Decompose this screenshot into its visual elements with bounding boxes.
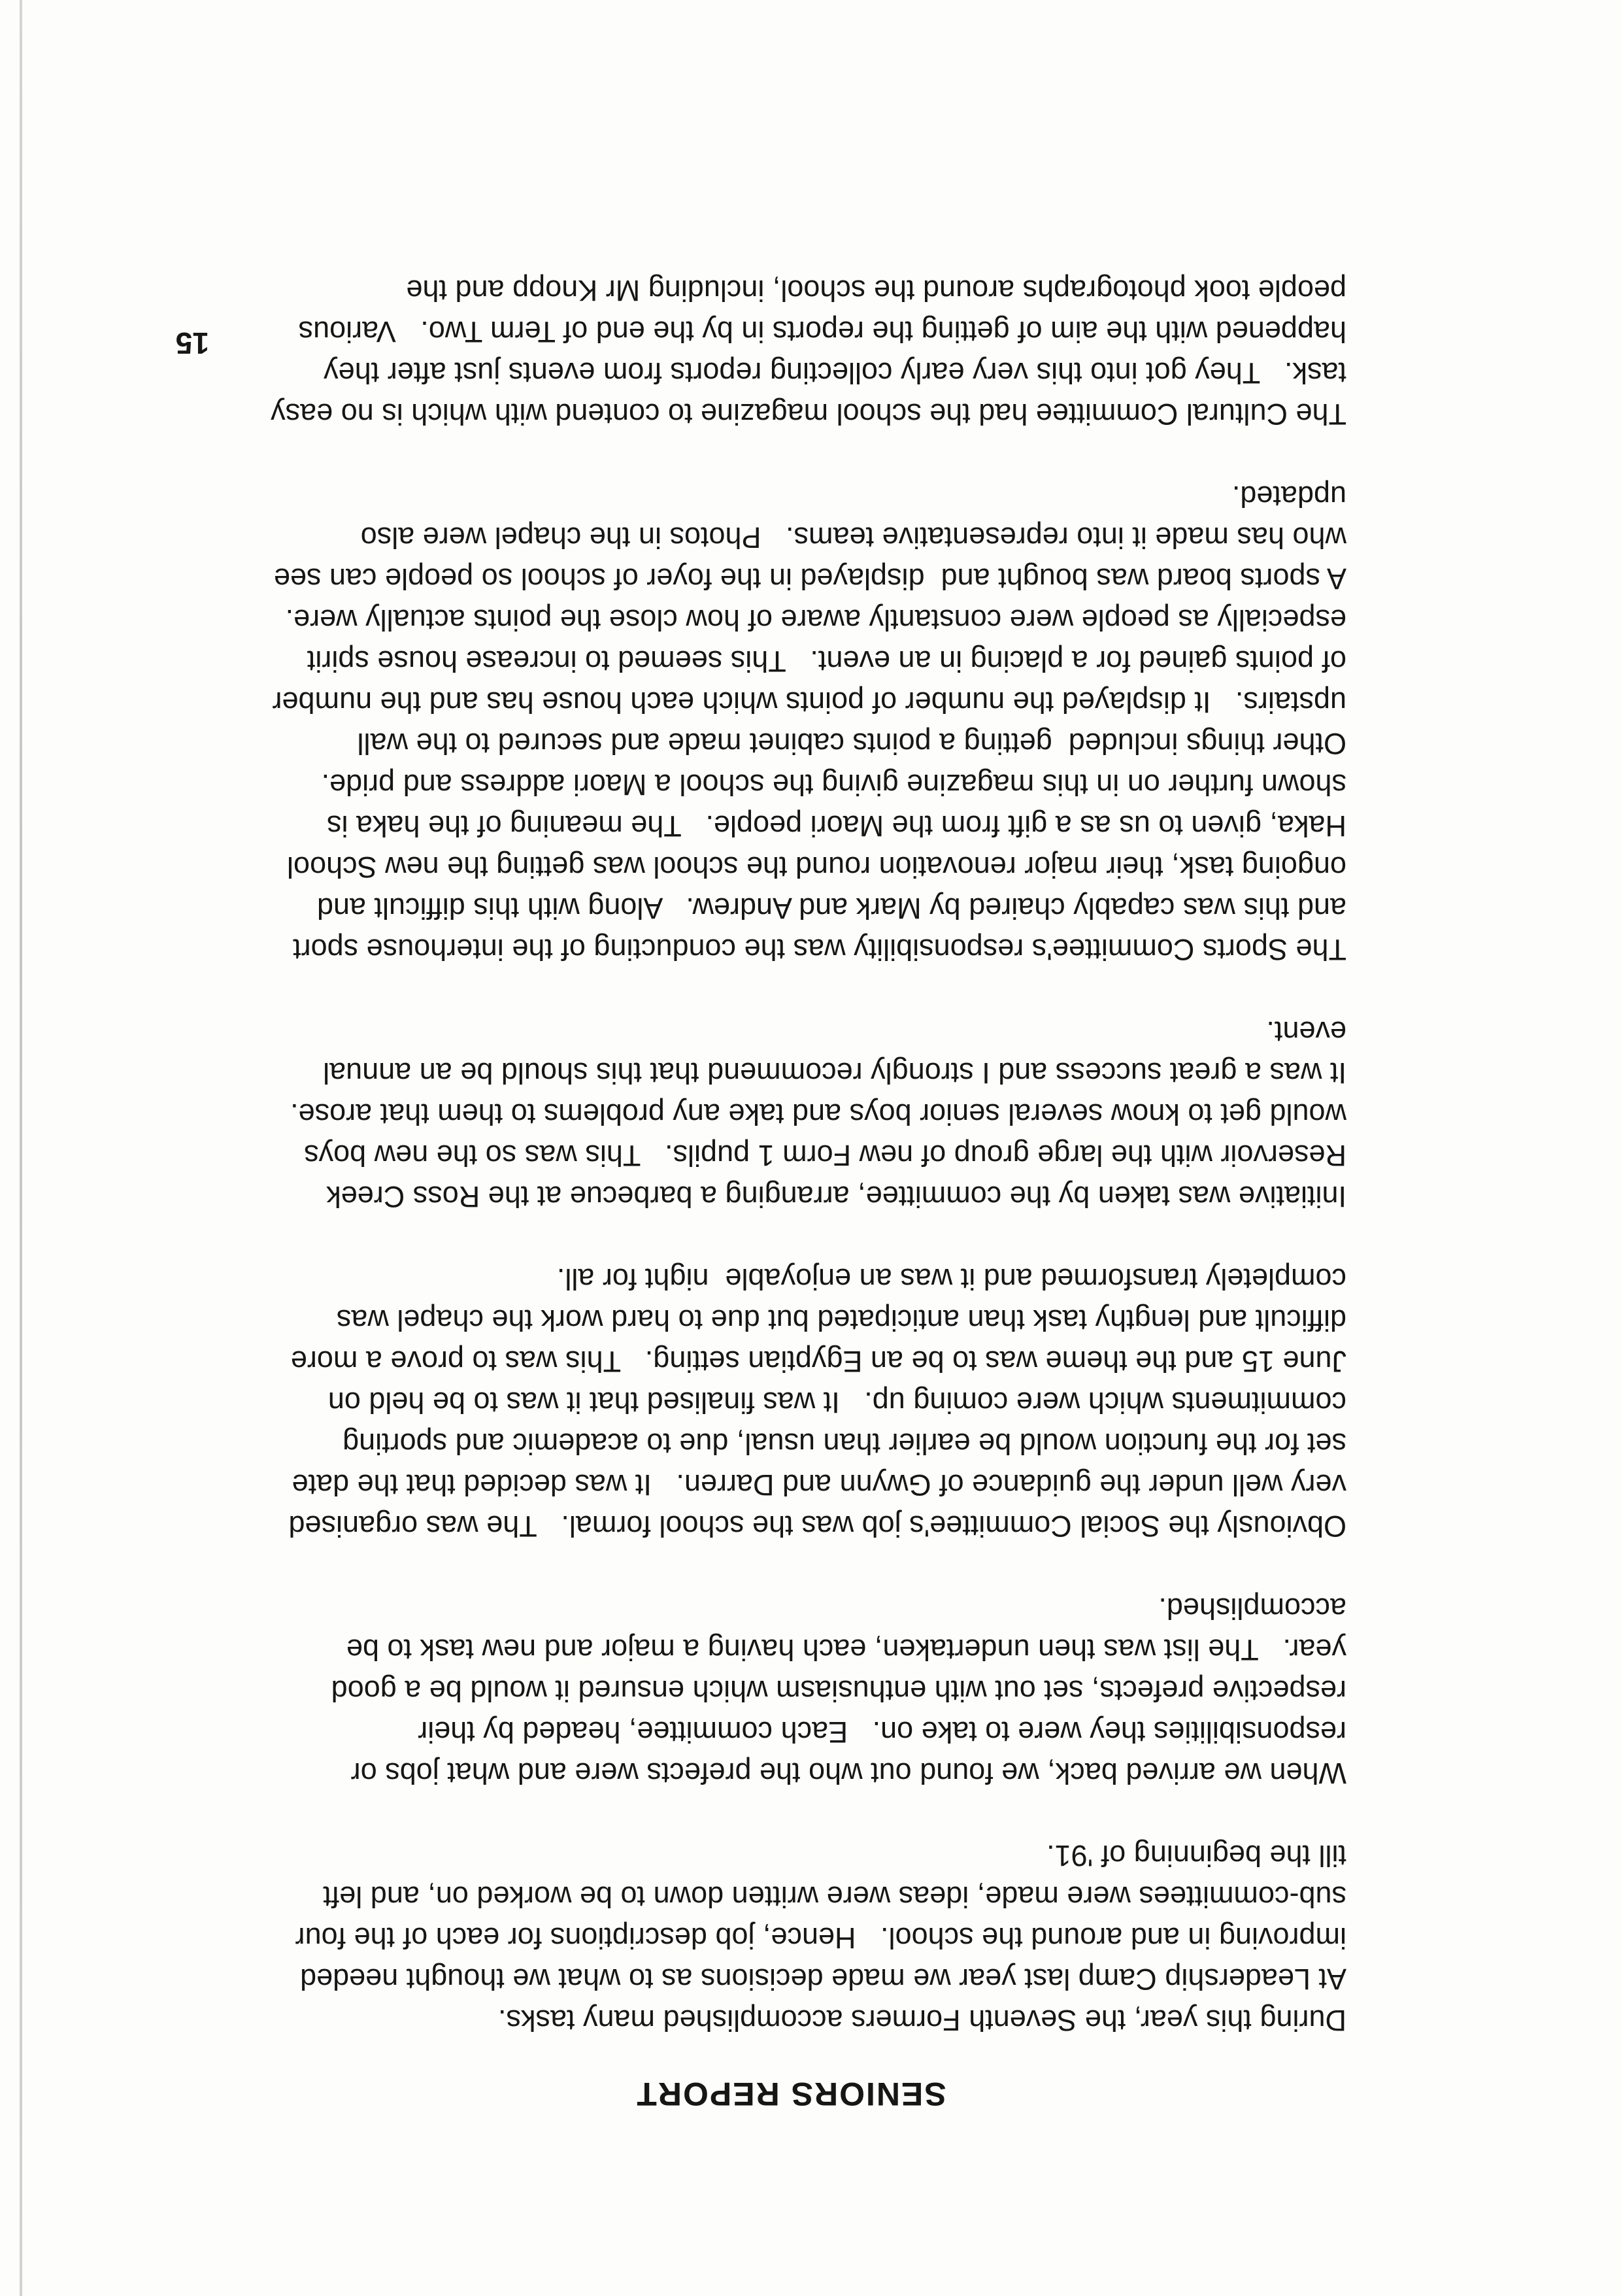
paragraph-prefects: When we arrived back, we found out who the prefects were and what jobs or responsibilities they were to take on. Each committee, headed by their respective prefects, set out with enthusiasm which ensured it would be a good year. The list was then undertaken, each having a major and new task to be accomplished. bbox=[331, 1592, 1346, 1790]
paragraph-barbecue: Initiative was taken by the committee, arranging a barbecue at the Ross Creek Reservoir with the large group of new Form 1 pupils. This was so the new boys would get to know several senior boys and take any problems to them that arose. It was a great success and I strongly recommend that this should be an annual event. bbox=[290, 1015, 1346, 1213]
paragraph-sports-committee: The Sports Committee's responsibility was the conducting of the interhouse sport and this was capably chaired by Mark and Andrew. Along with this difficult and ongoing task, their major renovation round the school was getting the new School Haka, given to us as a gift from the Maori people. The meaning of the haka is shown further on in this magazine giving the school a Maori address and pride. Other things included getting a points cabinet made and secured to the wall upstairs. It displayed the number of points which each house has and the number of points gained for a placing in an event. This seemed to increase house spirit especially as people were constantly aware of how close the points actually were. A sports board was bought and displayed in the foyer of school so people can see who has made it into representative teams. Photos in the chapel were also updated. bbox=[272, 480, 1346, 966]
paragraph-intro: During this year, the Seventh Formers accomplished many tasks. At Leadership Camp last year we made decisions as to what we thought needed improving in and around the school. Hence, job descriptions for each of the four sub-committees were made, ideas were written down to be worked on, and left till the beginning of '91. bbox=[295, 1839, 1346, 2037]
report-body bbox=[235, 229, 1346, 2113]
page-number: 15 bbox=[175, 326, 209, 360]
paragraph-social-committee: Obviously the Social Committee's job was the school formal. The was organised very well under the guidance of Gwynn and Darren. It was decided that the date set for the function would be earlier than usual, due to academic and sporting commitments which were coming up. It was finalised that it was to be held on June 15 and the theme was to be an Egyptian setting. This was to prove a more difficult and lengthy task than anticipated but due to hard work the chapel was completely transformed and it was an enjoyable night for all. bbox=[288, 1262, 1346, 1543]
paragraph-cultural-committee: The Cultural Committee had the school magazine to contend with which is no easy task. They got into this very early collecting reports from events just after they happened with the aim of getting the reports in by the end of Term Two. Various people took photographs around the school, including Mr Knopp and the bbox=[271, 274, 1346, 431]
report-title: SENIORS REPORT bbox=[635, 2076, 946, 2112]
